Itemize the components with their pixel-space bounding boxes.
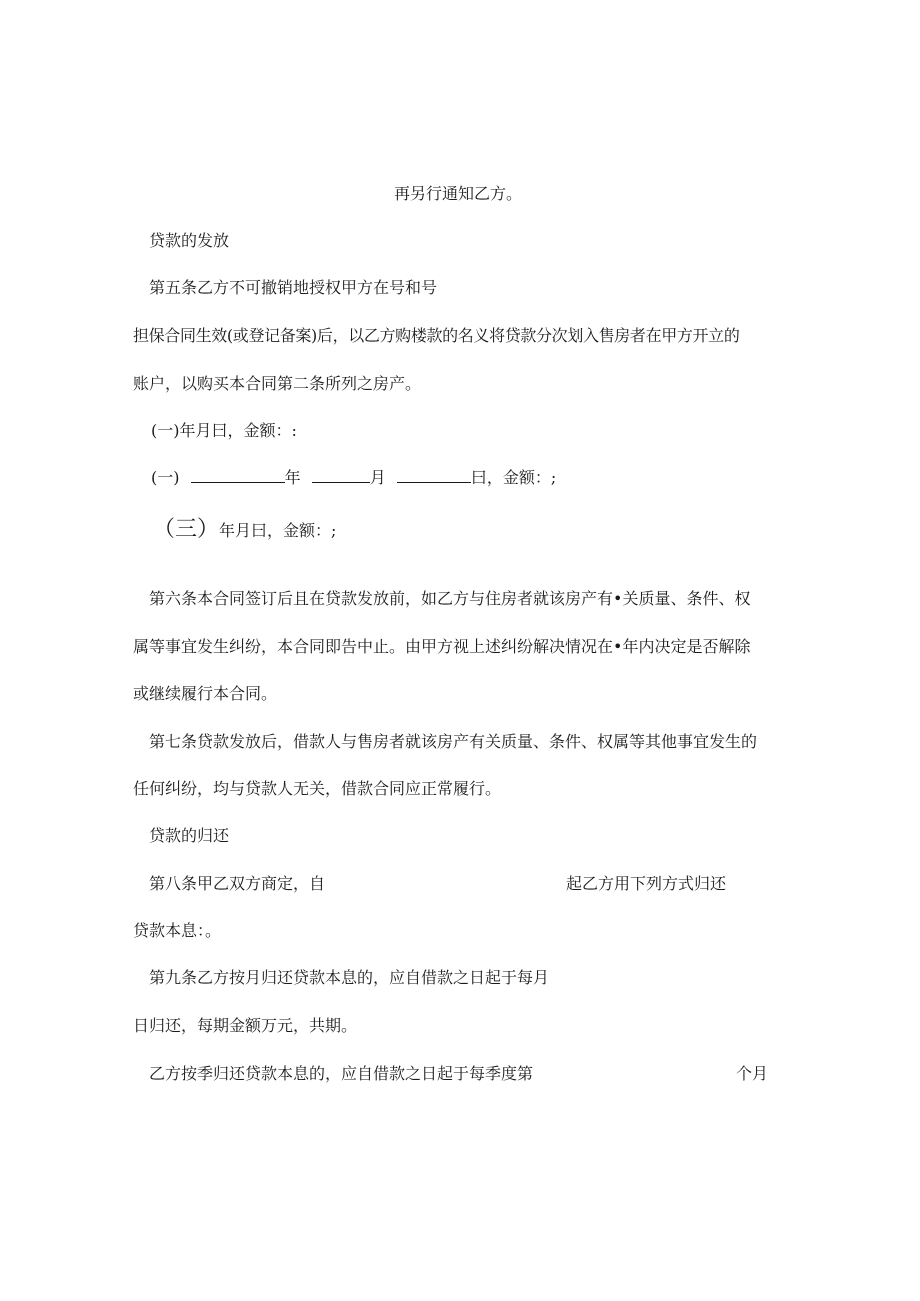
article-5-line-1: 第五条乙方不可撤销地授权甲方在号和号 (149, 278, 438, 297)
article-7-line-2: 任何纠纷，均与贷款人无关，借款合同应正常履行。 (133, 779, 502, 798)
item-2-month: 月 (369, 468, 386, 487)
article-6-line-2: 属等事宜发生纠纷，本合同即告中止。由甲方视上述纠纷解决情况在•年内决定是否解除 (133, 637, 751, 656)
item-3-number: （三） (153, 517, 220, 542)
month-blank (312, 468, 370, 483)
year-blank (191, 468, 285, 483)
article-5-line-3: 账户，以购买本合同第二条所列之房产。 (133, 374, 422, 393)
article-5-line-2: 担保合同生效(或登记备案)后，以乙方购楼款的名义将贷款分次划入售房者在甲方开立的 (133, 326, 740, 345)
item-3-text: 年月曰，金额：; (219, 521, 337, 540)
section-heading-repayment: 贷款的归还 (149, 826, 230, 845)
article-9-line-1: 第九条乙方按月归还贷款本息的，应自借款之日起于每月 (149, 968, 550, 987)
article-9-line-2: 日归还，每期金额万元，共期。 (133, 1016, 358, 1035)
quarterly-line-b: 个月 (736, 1064, 769, 1083)
article-6-line-1: 第六条本合同签订后且在贷款发放前，如乙方与住房者就该房产有•关质量、条件、权 (149, 589, 751, 608)
installment-item-3 (153, 515, 336, 546)
item-2-prefix: (一) (151, 468, 180, 487)
article-8-line-2: 贷款本息：。 (133, 921, 222, 940)
item-2-day: 曰，金额：; (470, 468, 557, 487)
installment-item-1: (一)年月曰，金额：: (151, 421, 297, 440)
article-8-line-1a: 第八条甲乙双方商定，自 (149, 874, 326, 893)
item-2-year: 年 (284, 468, 301, 487)
article-8-line-1b: 起乙方用下列方式归还 (566, 874, 727, 893)
continuation-line: 再另行通知乙方。 (394, 184, 523, 203)
article-6-line-3: 或继续履行本合同。 (133, 684, 278, 703)
installment-item-2 (151, 467, 556, 489)
day-blank (397, 468, 471, 483)
article-7-line-1: 第七条贷款发放后，借款人与售房者就该房产有关质量、条件、权属等其他事宜发生的 (149, 732, 758, 751)
quarterly-line-a: 乙方按季归还贷款本息的，应自借款之日起于每季度第 (149, 1064, 534, 1083)
section-heading-release: 贷款的发放 (149, 231, 230, 250)
